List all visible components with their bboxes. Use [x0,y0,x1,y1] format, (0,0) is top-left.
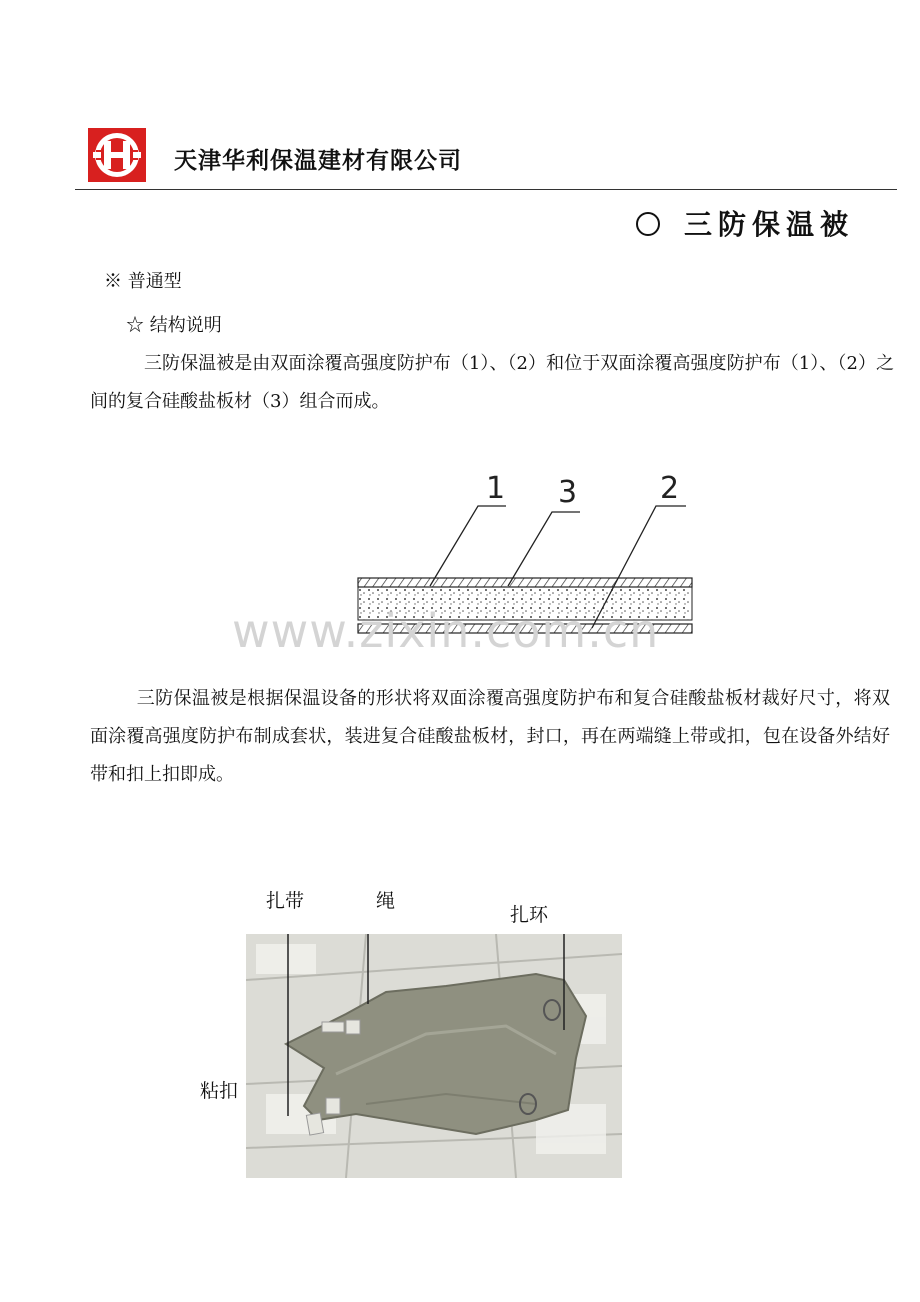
manufacturing-paragraph: 三防保温被是根据保温设备的形状将双面涂覆高强度防护布和复合硅酸盐板材裁好尺寸，将双面涂覆高强度防护布制成套状，装进复合硅酸盐板材，封口，再在两端缝上带或扣，包在设备外结好带和扣上扣即成。 [90,688,890,785]
label-ring: 扎环 [510,904,549,926]
document-title-text: 三防保温被 [684,208,855,241]
label-strap: 扎带 [266,890,305,912]
company-logo [88,128,146,182]
structure-paragraph: 三防保温被是由双面涂覆高强度防护布（1）、（2）和位于双面涂覆高强度防护布（1）、（2）之间的复合硅酸盐板材（3）组合而成。 [90,353,894,412]
section-type: ※ 普通型 [104,271,182,292]
document-title [636,203,854,243]
label-velcro: 粘扣 [200,1080,239,1102]
header-divider [75,189,897,190]
label-rope: 绳 [376,890,396,912]
diagram-label-2: 2 [660,471,680,506]
hua-li-logo-icon [88,128,146,182]
circle-bullet-icon [636,212,660,236]
product-photo [246,934,622,1178]
company-name: 天津华利保温建材有限公司 [174,148,462,174]
watermark: www.zixin.com.cn [232,604,660,658]
diagram-label-1: 1 [486,471,506,506]
section-subtitle: ☆ 结构说明 [126,315,222,336]
diagram-label-3: 3 [558,475,578,510]
